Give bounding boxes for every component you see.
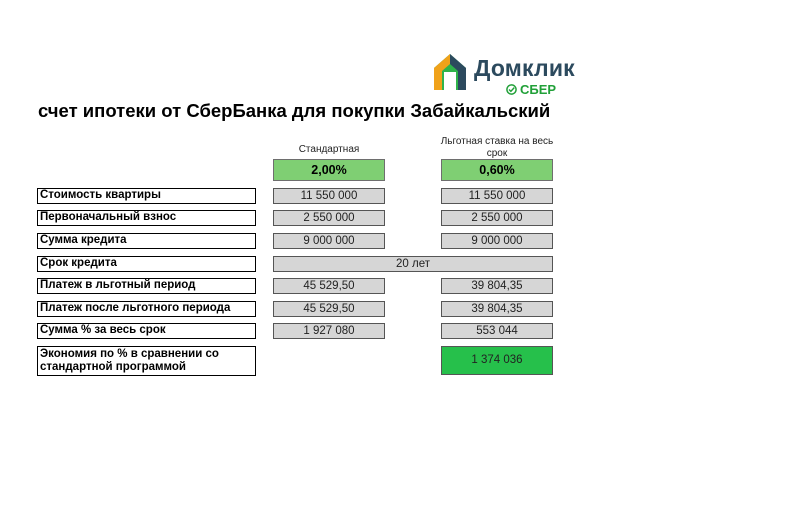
- column-header-preferential: Льготная ставка на весь срок: [440, 136, 554, 159]
- row-label-savings: Экономия по % в сравнении со стандартной программой: [37, 346, 256, 376]
- cell-apartment-cost-standard[interactable]: 11 550 000: [273, 188, 385, 204]
- rate-standard: 2,00%: [273, 159, 385, 181]
- rate-preferential: 0,60%: [441, 159, 553, 181]
- cell-apartment-cost-preferential[interactable]: 11 550 000: [441, 188, 553, 204]
- sber-check-icon: [506, 84, 517, 95]
- page-title: счет ипотеки от СберБанка для покупки Забайкальский: [38, 100, 551, 121]
- domclick-logo: [430, 48, 590, 104]
- cell-payment-pref-period-standard[interactable]: 45 529,50: [273, 278, 385, 294]
- cell-payment-after-standard[interactable]: 45 529,50: [273, 301, 385, 317]
- cell-loan-amount-preferential[interactable]: 9 000 000: [441, 233, 553, 249]
- row-label-down-payment: Первоначальный взнос: [37, 210, 256, 226]
- row-label-loan-amount: Сумма кредита: [37, 233, 256, 249]
- cell-loan-amount-standard[interactable]: 9 000 000: [273, 233, 385, 249]
- cell-payment-after-preferential[interactable]: 39 804,35: [441, 301, 553, 317]
- row-label-total-interest: Сумма % за весь срок: [37, 323, 256, 339]
- logo-sub: СБЕР: [520, 82, 557, 97]
- cell-total-interest-standard[interactable]: 1 927 080: [273, 323, 385, 339]
- cell-total-interest-preferential[interactable]: 553 044: [441, 323, 553, 339]
- row-label-apartment-cost: Стоимость квартиры: [37, 188, 256, 204]
- row-label-payment-preferential-period: Платеж в льготный период: [37, 278, 256, 294]
- row-label-payment-after-period: Платеж после льготного периода: [37, 301, 256, 317]
- cell-savings-preferential[interactable]: 1 374 036: [441, 346, 553, 375]
- logo-name: Домклик: [474, 55, 575, 81]
- column-header-standard: Стандартная: [298, 144, 360, 155]
- cell-down-payment-standard[interactable]: 2 550 000: [273, 210, 385, 226]
- cell-loan-term[interactable]: 20 лет: [273, 256, 553, 272]
- house-icon: [430, 50, 470, 94]
- cell-down-payment-preferential[interactable]: 2 550 000: [441, 210, 553, 226]
- row-label-loan-term: Срок кредита: [37, 256, 256, 272]
- cell-payment-pref-period-preferential[interactable]: 39 804,35: [441, 278, 553, 294]
